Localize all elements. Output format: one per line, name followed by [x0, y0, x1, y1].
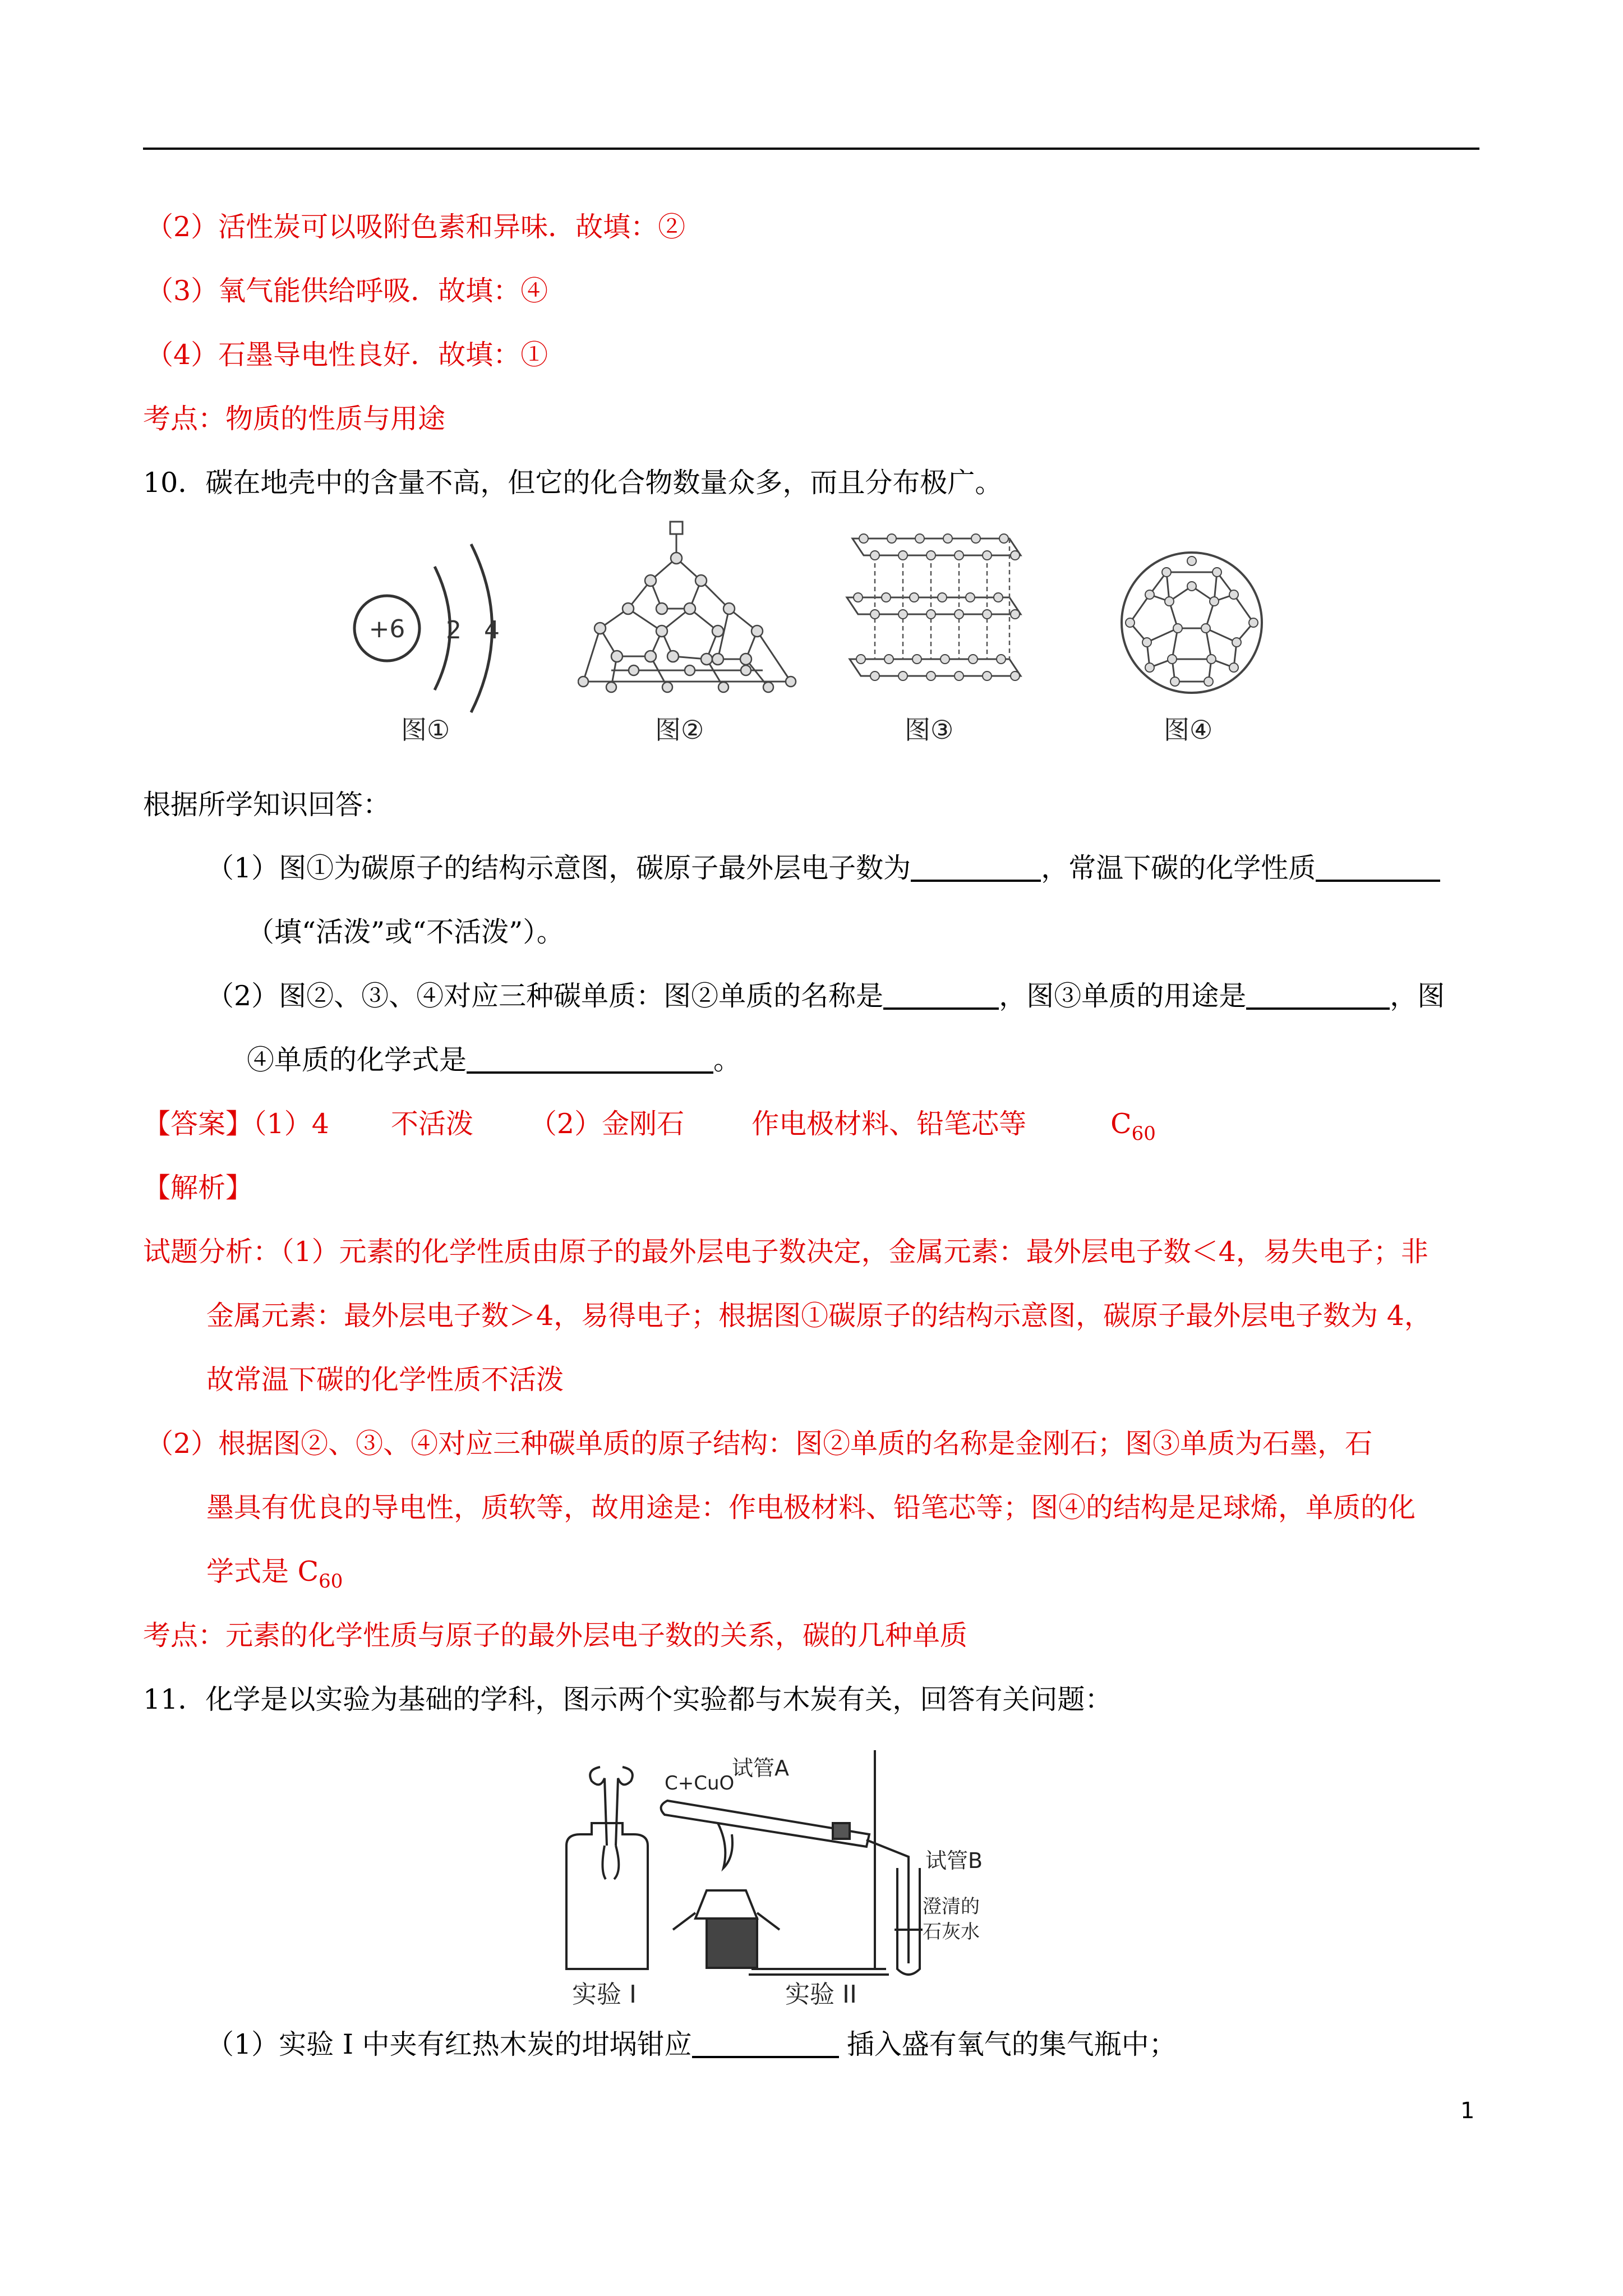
limewater-label-1: 澄清的: [923, 1895, 980, 1918]
nucleus-charge: +6: [368, 615, 405, 643]
header-rule: [143, 148, 1479, 150]
q11-sub1: （1）实验 I 中夹有红热木炭的坩埚钳应 插入盛有氧气的集气瓶中；: [206, 2028, 1177, 2060]
fig1-label: 图①: [401, 715, 450, 745]
q10-kaodian: 考点：元素的化学性质与原子的最外层电子数的关系，碳的几种单质: [143, 1619, 968, 1651]
prev-answer-2: （2）活性炭可以吸附色素和异味．故填：②: [146, 211, 686, 243]
prev-kaodian: 考点：物质的性质与用途: [143, 403, 446, 435]
q10-analysis-2: 金属元素：最外层电子数＞4，易得电子；根据图①碳原子的结构示意图，碳原子最外层电子数为 4，: [206, 1300, 1432, 1332]
charcoal-experiment-diagram: [538, 1745, 1043, 2008]
q10-analysis-3: 故常温下碳的化学性质不活泼: [206, 1364, 564, 1396]
prev-answer-3: （3）氧气能供给呼吸．故填：④: [146, 275, 548, 307]
q10-sub2-blank-3[interactable]: [467, 1043, 713, 1074]
q10-sub1-line1: （1）图①为碳原子的结构示意图，碳原子最外层电子数为 ，常温下碳的化学性质: [206, 849, 1440, 888]
q10-analysis-1: 试题分析：（1）元素的化学性质由原子的最外层电子数决定，金属元素：最外层电子数＜4，易失电子；非: [143, 1236, 1428, 1268]
prev-answer-4: （4）石墨导电性良好．故填：①: [146, 339, 548, 371]
q10-sub2-line2: ④单质的化学式是 。: [247, 1044, 741, 1076]
q10-stem: 10．碳在地壳中的含量不高，但它的化合物数量众多，而且分布极广。: [143, 467, 1003, 499]
fig4-label: 图④: [1164, 715, 1213, 745]
exp2-label: 实验 II: [785, 1980, 857, 2008]
limewater-label-2: 石灰水: [923, 1921, 980, 1943]
tube-b-label: 试管B: [925, 1848, 983, 1873]
shell-2-electrons: 4: [484, 616, 500, 645]
q10-sub2-blank-1[interactable]: [883, 979, 999, 1010]
fig2-label: 图②: [655, 715, 704, 745]
carbon-atom-diagram: [345, 539, 524, 724]
q10-answer: 【答案】（1）4 不活泼 （2）金刚石 作电极材料、铅笔芯等 $C_{60}$: [143, 1108, 1156, 1145]
q10-sub1-blank-2[interactable]: [1316, 852, 1440, 882]
q10-analysis-4: （2）根据图②、③、④对应三种碳单质的原子结构：图②单质的名称是金刚石；图③单质为石墨，石: [146, 1428, 1373, 1460]
q10-sub2-line1: （2）图②、③、④对应三种碳单质：图②单质的名称是 ，图③单质的用途是 ，图: [206, 980, 1445, 1012]
q10-sub1-blank-1[interactable]: [911, 852, 1041, 882]
page-number: 1: [1460, 2098, 1475, 2124]
q10-analysis-6: 学式是 $C_{60}$: [206, 1556, 343, 1593]
q10-prompt: 根据所学知识回答：: [143, 789, 391, 821]
c60-structure-diagram: [1108, 539, 1276, 707]
q10-analysis-5: 墨具有优良的导电性，质软等，故用途是：作电极材料、铅笔芯等；图④的结构是足球烯，单质的化: [206, 1492, 1416, 1524]
reactant-label: C+CuO: [665, 1772, 735, 1795]
tube-a-label: 试管A: [732, 1756, 789, 1780]
shell-1-electrons: 2: [446, 616, 462, 645]
q10-jiexi: 【解析】: [143, 1172, 253, 1204]
q11-sub1-blank[interactable]: [692, 2028, 839, 2058]
q10-sub1-line2: （填“活泼”或“不活泼”）。: [247, 916, 564, 948]
fig3-label: 图③: [905, 715, 954, 745]
exp1-label: 实验 I: [572, 1980, 637, 2008]
q10-sub2-blank-2[interactable]: [1246, 979, 1390, 1010]
q11-stem: 11．化学是以实验为基础的学科，图示两个实验都与木炭有关，回答有关问题：: [143, 1683, 1113, 1715]
diamond-structure-diagram: [578, 519, 802, 704]
graphite-structure-diagram: [841, 527, 1026, 701]
